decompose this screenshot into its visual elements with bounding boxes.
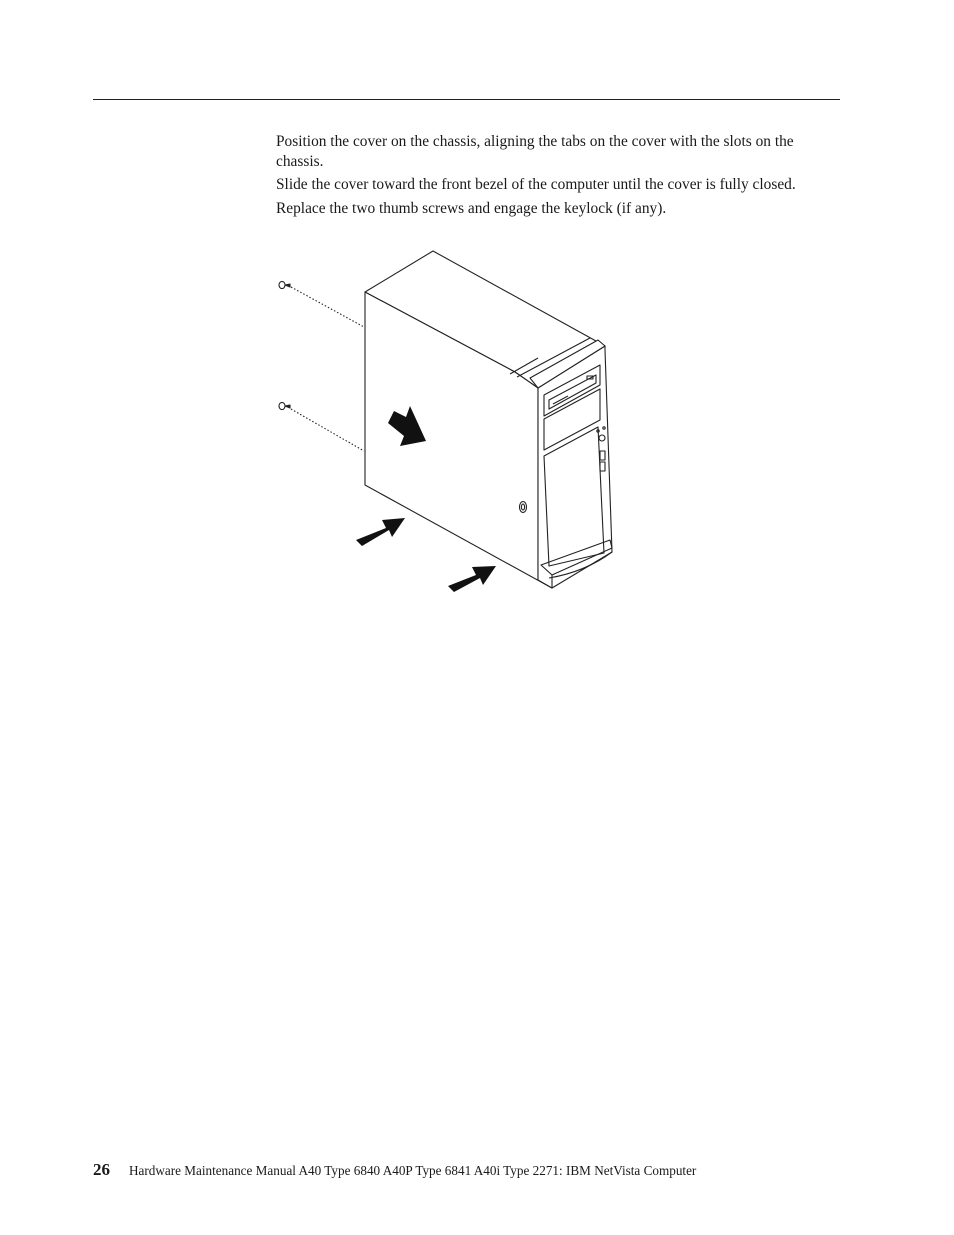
cover-installation-figure [262, 244, 622, 594]
page-number: 26 [93, 1160, 110, 1179]
instruction-steps [276, 132, 836, 222]
push-arrow-lower-icon [448, 566, 496, 592]
thumb-screw-lower [279, 402, 364, 451]
step-slide-cover: Slide the cover toward the front bezel of the computer until the cover is fully closed. [276, 176, 796, 193]
push-arrow-upper-icon [356, 518, 405, 546]
header-rule [93, 99, 840, 100]
page-footer [93, 1160, 853, 1180]
front-bezel [530, 340, 612, 588]
thumb-screw-upper [279, 281, 364, 327]
step-position-cover: Position the cover on the chassis, aligning the tabs on the cover with the slots on the chassis. [276, 133, 794, 170]
footer-title: Hardware Maintenance Manual A40 Type 6840 A40P Type 6841 A40i Type 2271: IBM NetVista Computer [129, 1163, 697, 1178]
step-replace-screws: Replace the two thumb screws and engage the keylock (if any). [276, 199, 667, 217]
